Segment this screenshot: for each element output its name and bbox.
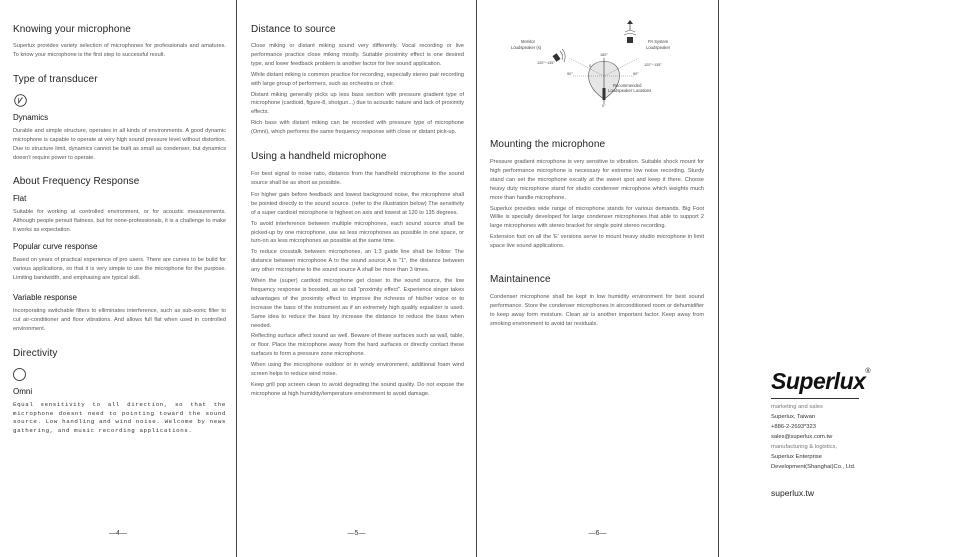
page-6-column bbox=[477, 0, 719, 557]
superlux-logo bbox=[771, 368, 870, 395]
angle-top-label: 180° bbox=[600, 53, 608, 57]
pa-label-2: Loudspeaker bbox=[646, 45, 671, 50]
mounting-paragraph-3: Extension foot on all the 'E' versions serve to mount heavy studio microphone in limit space live sound applications. bbox=[490, 234, 704, 250]
monitor-label-2: Loudspeaker (s) bbox=[511, 45, 542, 50]
dynamic-mic-icon bbox=[14, 94, 27, 107]
contact-email[interactable]: sales@superlux.com.tw bbox=[771, 434, 833, 440]
distance-paragraph-1: Close miking or distant miking sound very differently. Vocal recording or live performance practice close miking mostly. Suitable proximity effect is one desired type, and lower feedback problem is another factor for live sound application. bbox=[251, 43, 464, 67]
handheld-paragraph-8: Keep grill pop screen clean to avoid degrading the sound quality. Do not expose the microphone at high humidity/temperature environment to avoid damage. bbox=[251, 382, 464, 397]
heading-maintainence: Maintainence bbox=[490, 274, 551, 286]
pa-label-1: PA System bbox=[648, 39, 669, 44]
distance-paragraph-3: Distant miking generally picks up less bass section with pressure gradient type of microphone (cardioid, figure-8, shotgun...) due to acoustic nature and lack of proximity effects. bbox=[251, 91, 464, 116]
angle-right-label: 120°~135° bbox=[644, 63, 662, 67]
contact-phone: +886-2-2693*323 bbox=[771, 424, 816, 430]
contact-block bbox=[771, 402, 911, 472]
heading-knowing-your-microphone: Knowing your microphone bbox=[13, 24, 131, 35]
page-5-column bbox=[237, 0, 477, 557]
variable-paragraph: Incorporating switchable filters to elliminates interference, such as sub-sonic filter to cut air-conditioner and floor vibrations. And allows full flat when used in controlled environment. bbox=[13, 307, 226, 332]
heading-handheld: Using a handheld microphone bbox=[251, 151, 387, 163]
angle-left-90-label: 90° bbox=[567, 72, 573, 76]
distance-paragraph-2: While distant miking is common practice for recording, especially stereo pair recording with large group of performers, such as orchestra or choir. bbox=[251, 71, 464, 87]
angle-right-90-label: 90° bbox=[633, 72, 639, 76]
contact-taiwan: Superlux, Taiwan bbox=[771, 414, 816, 420]
polar-pattern bbox=[569, 58, 639, 104]
logo-text: Superlux bbox=[771, 368, 866, 394]
angle-left-label: 120°~135° bbox=[537, 61, 555, 65]
heading-popular-curve: Popular curve response bbox=[13, 242, 98, 252]
registered-mark: ® bbox=[865, 368, 871, 375]
page-4-column bbox=[0, 0, 237, 557]
handheld-paragraph-3: To avoid interference between multiple microphones, each sound source shall be picked-up by one microphone, use as less microphones as possible in one space, or turn-on as less microphones as possible at the same time. bbox=[251, 220, 464, 245]
heading-distance-to-source: Distance to source bbox=[251, 24, 336, 35]
heading-mounting: Mounting the microphone bbox=[490, 139, 606, 150]
page-number-4: —4— bbox=[109, 530, 127, 537]
handheld-paragraph-1: For best signal to noise ratio, distance from the handheld microphone to the sound source shall be as short as possible. bbox=[251, 171, 464, 186]
dynamics-paragraph: Durable and simple structure, operates in all kinds of environments. A good dynamic microphone is capable to operate at very high sound pressure level without distortion. Due to structure limit, dynamics cannot be built as small as condenser, but dynamics doesn't require power to operate. bbox=[13, 127, 226, 161]
handheld-paragraph-5: When the (super) cardioid microphone get closer to the sound source, the low frequency response is boosted, as so call "proximity effect". Experience singer takes advantages of the proximity effect to improve the richness of his/her voice or to increase the bass of the instrument as if an extremely high quality equalizer is used. Same idea to reduce the bass by increase the distance to reduce the bass when needed. bbox=[251, 278, 464, 329]
heading-directivity: Directivity bbox=[13, 347, 58, 359]
pa-speaker-icon bbox=[624, 20, 636, 43]
diagram-caption-1: Recommended bbox=[613, 83, 642, 88]
handheld-paragraph-7: When using the microphone outdoor or in windy environment, additional foam wind screen helps to reduce wind noise. bbox=[251, 362, 464, 378]
monitor-label-1: Monitor bbox=[521, 39, 535, 44]
popular-paragraph: Based on years of practical experience of pro users. There are curves to be build for various applications, so that it is very simple to use the microphone for the purpose. Limiting bandwidth, and emphasing are typical skill. bbox=[13, 257, 226, 281]
mounting-paragraph-2: Superlux provides wide range of microphone stands for various demands. Big Foot Willie is specially developed for large condenser microphones that able to support 2 large microphones with stereo bracket for single point stereo recording. bbox=[490, 205, 704, 230]
heading-variable-response: Variable response bbox=[13, 292, 77, 302]
contact-manufacturing: manufacturing & logistics, bbox=[771, 444, 838, 450]
omni-pattern-icon bbox=[13, 368, 26, 381]
heading-omni: Omni bbox=[13, 386, 33, 396]
page-number-5: —5— bbox=[347, 530, 366, 537]
page-number-6: —6— bbox=[588, 530, 607, 537]
heading-dynamics: Dynamics bbox=[13, 112, 49, 122]
maintainence-paragraph: Condenser microphone shall be kept in low humidity environment for best sound performance. Store the condenser microphones in airconditioned room or dehumidifier to keep away form moisture. Clean air is another important factor. Keep away from smoking environment to avoid tar residuals. bbox=[490, 294, 704, 327]
distance-paragraph-4: Rich bass with distant miking can be recorded with pressure type of microphone (Omni), which performs the same frequency response with close or distant pick-up. bbox=[251, 120, 464, 136]
diagram-caption-2: Loudspeaker Locations bbox=[608, 88, 652, 93]
contact-marketing: marketing and sales bbox=[771, 404, 823, 410]
handheld-paragraph-2: For higher gain before feedback and lowest background noise, the microphone shall be pointed directly to the sound source. (refer to the illustration below) The sensitivity of a super cardioid microphone is highest on axis and lowest at 120 to 135 degrees. bbox=[251, 191, 464, 216]
loudspeaker-locations-diagram bbox=[507, 18, 697, 108]
knowing-paragraph: Superlux provides variety selection of microphones for professionals and amatures. To know your microphone is the first step to successful result. bbox=[13, 43, 226, 58]
handheld-paragraph-4: To reduce crosstalk between microphones, an 1:3 guide line shall be follow: The distance between microphone A to the sound source A is "1", the distance between any other microphone to the sound source A shall be more than 3 times. bbox=[251, 249, 464, 274]
heading-frequency-response: About Frequency Response bbox=[13, 176, 140, 188]
heading-flat: Flat bbox=[13, 194, 27, 204]
handheld-paragraph-6: Reflecting surface affect sound as well. Beware of these surfaces such as wall, table, or floor. Place the microphone away from the hard surfaces or directly contact these surfaces to form a pressure zone microphone. bbox=[251, 333, 464, 358]
mounting-paragraph-1: Pressure gradient microphone is very sensitive to vibration. Suitable shock mount for high performance microphone is necessary for extreme low noise recording. Sturdy stand can set the microphone excatly at the sweet spot and keep it there. Choose heavy duty microphone stand for studio condenser microphone which weights much more than handle microphone. bbox=[490, 159, 704, 201]
back-cover-column bbox=[719, 0, 954, 557]
website-link[interactable]: superlux.tw bbox=[771, 488, 814, 498]
flat-paragraph: Suitable for working at controlled environment, or for acoustic measurements. Although people persuit flatness, but for none-professionals, it is a challenge to make it works as expectation. bbox=[13, 209, 226, 234]
omni-paragraph: Equal sensitivity to all direction, so that the microphone doesnt need to pointing toward the sound source. Low handling and wind noise. Welcome by news gathering, and music recording applications. bbox=[13, 400, 226, 435]
contact-shanghai: Development(Shanghai)Co., Ltd. bbox=[771, 464, 856, 470]
angle-bottom-label: 0° bbox=[602, 104, 606, 108]
mounting-section bbox=[490, 139, 704, 335]
heading-type-of-transducer: Type of transducer bbox=[13, 73, 98, 85]
contact-enterprise: Superlux Enterprise bbox=[771, 454, 822, 460]
angle-zero-label: 0 bbox=[589, 64, 592, 68]
logo-divider bbox=[771, 398, 859, 399]
